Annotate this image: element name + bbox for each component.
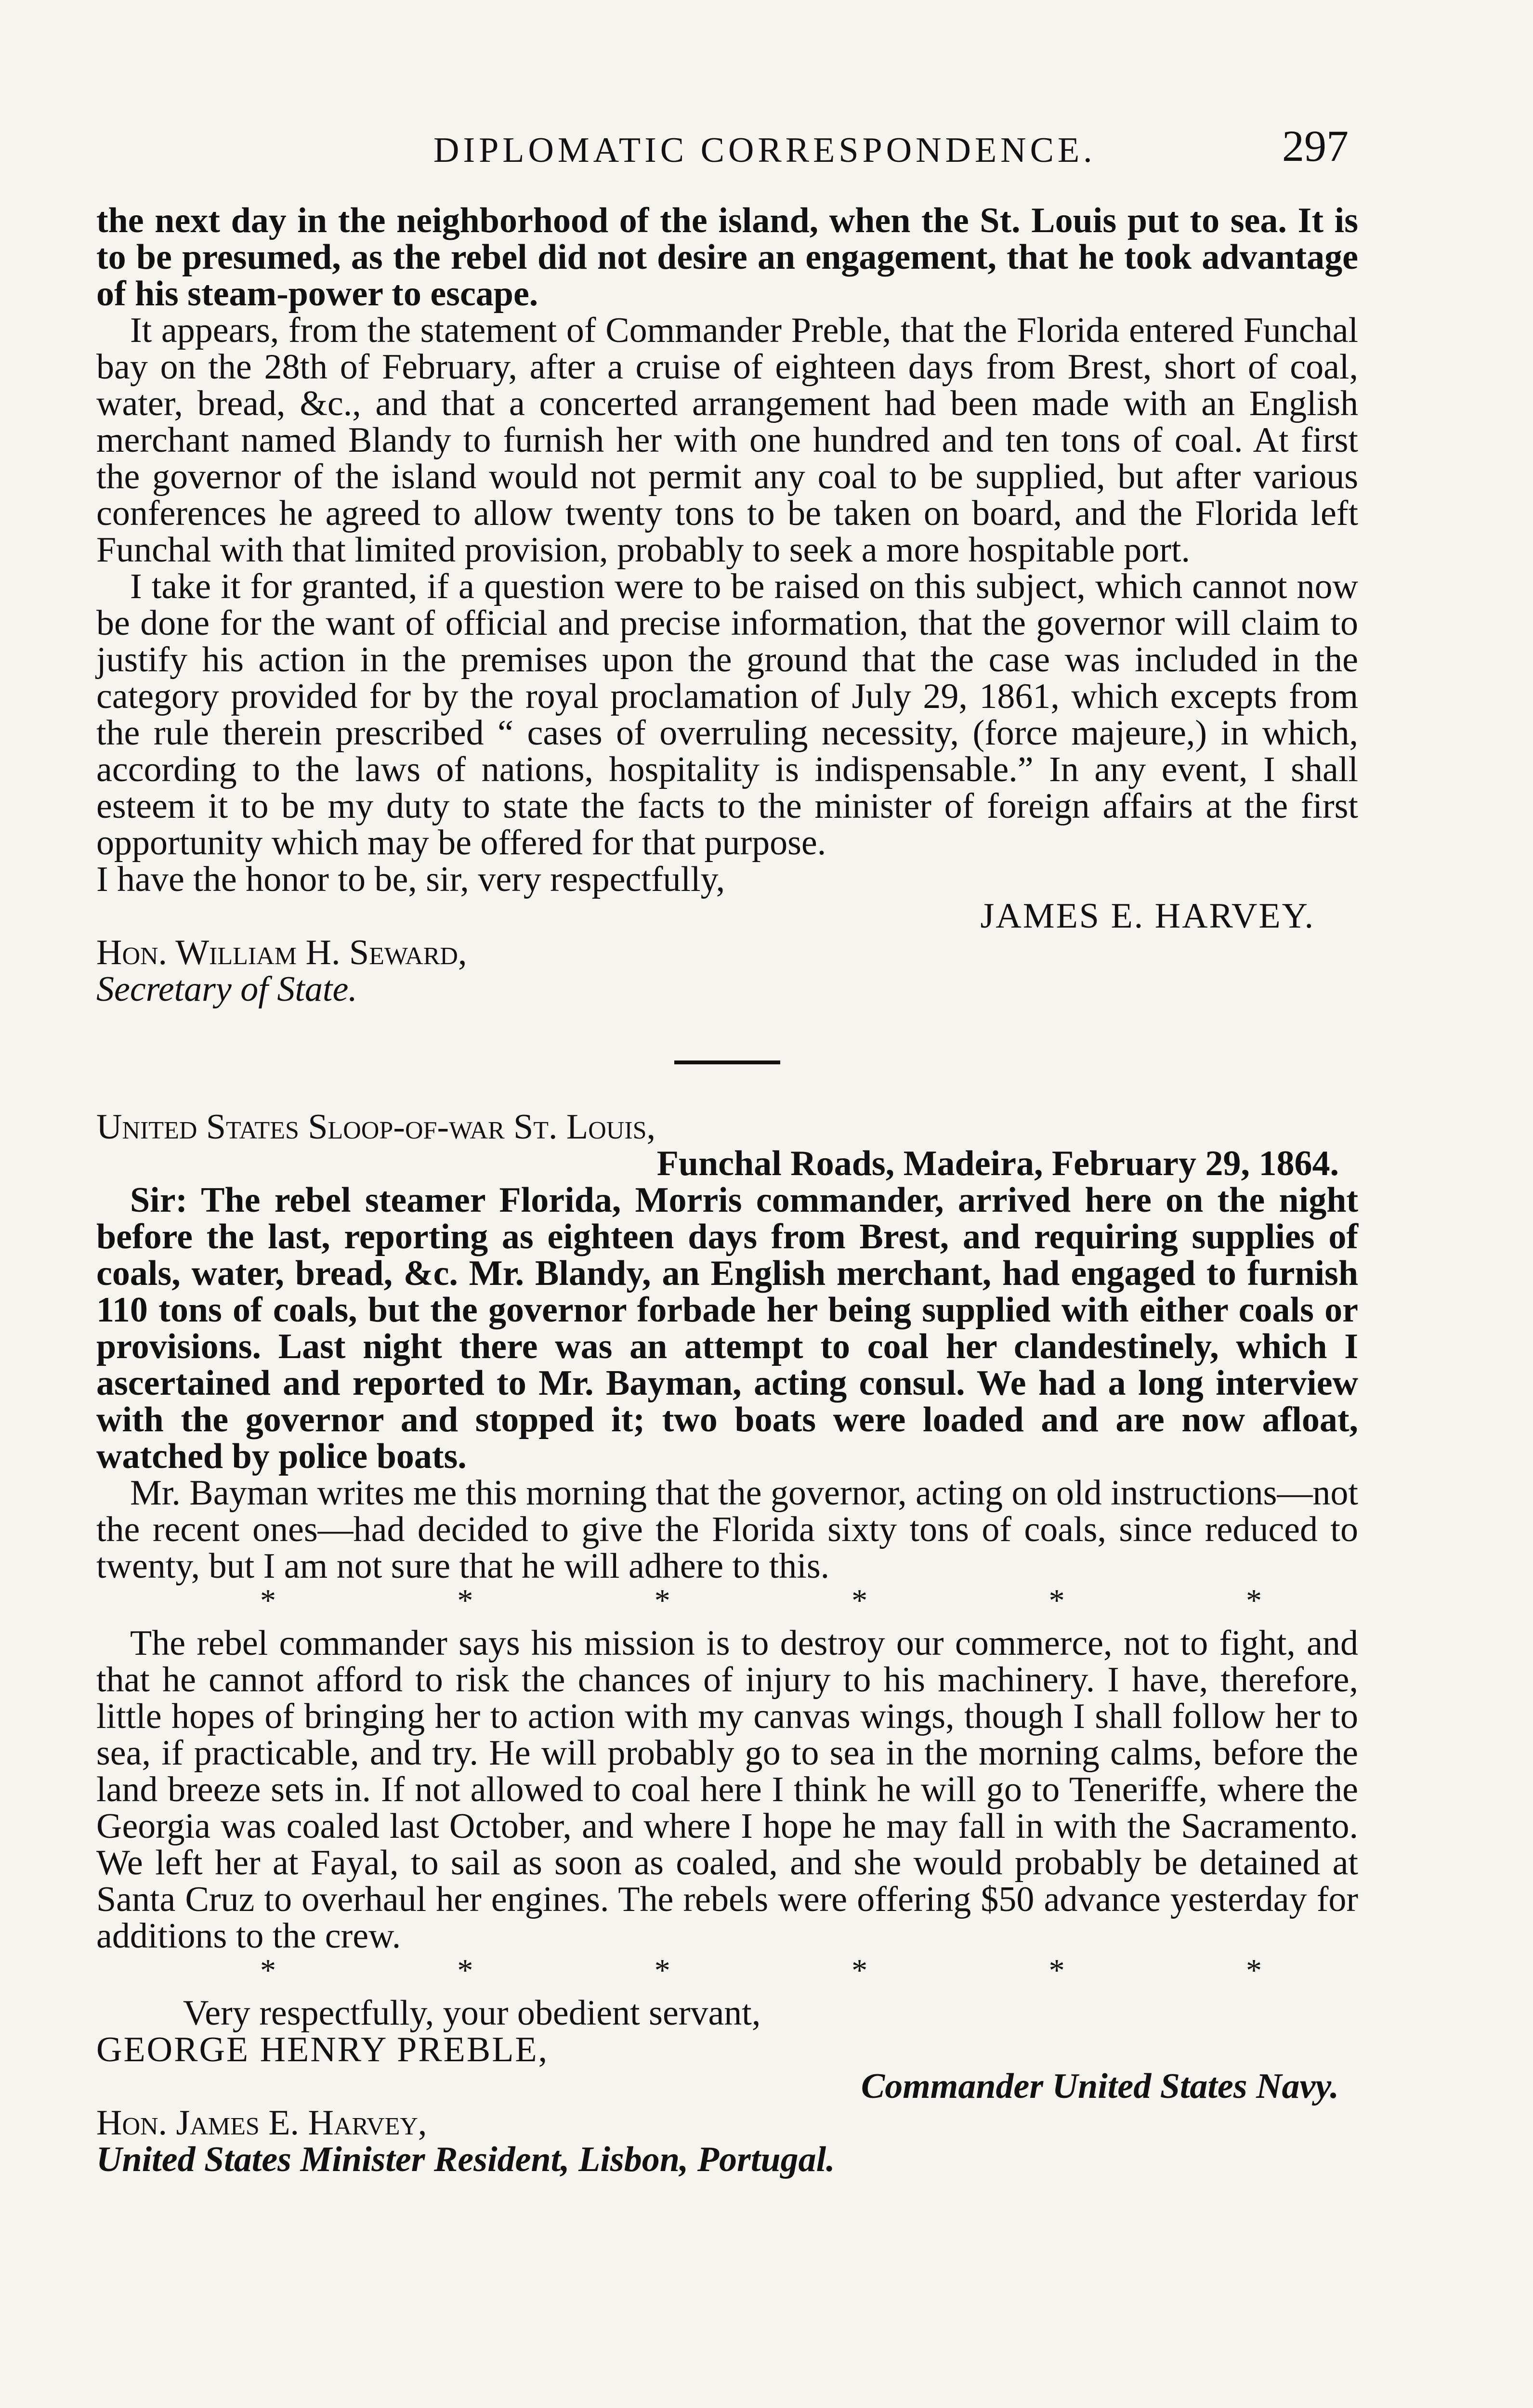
star: * <box>1048 1953 1065 1988</box>
star: * <box>260 1583 276 1618</box>
running-title: DIPLOMATIC CORRESPONDENCE. <box>433 131 1096 170</box>
paragraph-continuation: the next day in the neighborhood of the island, when the St. Louis put to sea. It is to be presumed, as the rebel did not desire an engagement, that he took advantage of his steam-power to escape. <box>96 201 1358 314</box>
star: * <box>457 1953 473 1988</box>
ellipsis-stars <box>96 1583 1358 1618</box>
addressee-title-2: United States Minister Resident, Lisbon, Portugal. <box>96 2140 835 2179</box>
signature-preble: GEORGE HENRY PREBLE, <box>96 2030 549 2069</box>
closing-line: I have the honor to be, sir, very respectfully, <box>96 860 725 899</box>
star: * <box>654 1583 670 1618</box>
star: * <box>1048 1583 1065 1618</box>
paragraph-governor-claim: I take it for granted, if a question were to be raised on this subject, which cannot now be done for the want of official and precise information, that the governor will claim to justify his action in the premises upon the ground that the case was included in the category provided for by the royal proclamation of July 29, 1861, which excepts from the rule therein prescribed “ cases of overruling necessity, (force majeure,) in which, according to the laws of nations, hospitality is indispensable.” In any event, I shall esteem it to be my duty to state the facts to the minister of foreign affairs at the first opportunity which may be offered for that purpose. <box>96 567 1358 863</box>
signature-title: Commander United States Navy. <box>861 2067 1339 2106</box>
section-divider <box>674 1060 780 1064</box>
signature-harvey: JAMES E. HARVEY. <box>980 896 1315 936</box>
star: * <box>457 1583 473 1618</box>
paragraph-rebel-commander: The rebel commander says his mission is to destroy our commerce, not to fight, and that he cannot afford to risk the chances of injury to his machinery. I have, therefore, little hopes of bringing her to action with my canvas wings, though I shall follow her to sea, if practicable, and try. He will probably go to sea in the morning calms, before the land breeze sets in. If not allowed to coal here I think he will go to Teneriffe, where the Georgia was coaled last October, and where I hope he may fall in with the Sacramento. We left her at Fayal, to sail as soon as coaled, and she would probably be detained at Santa Cruz to overhaul her engines. The rebels were offering $50 advance yesterday for additions to the crew. <box>96 1623 1358 1956</box>
closing-line-2: Very respectfully, your obedient servant, <box>183 1993 761 2033</box>
star: * <box>1245 1953 1262 1988</box>
star: * <box>654 1953 670 1988</box>
page-header <box>96 120 1358 173</box>
letter-dateline: Funchal Roads, Madeira, February 29, 1864. <box>656 1144 1339 1183</box>
body-text <box>96 202 1358 2178</box>
addressee-name-2: Hon. James E. Harvey, <box>96 2103 427 2143</box>
star: * <box>1245 1583 1262 1618</box>
ellipsis-stars <box>96 1953 1358 1988</box>
page-number: 297 <box>1282 121 1349 170</box>
addressee-title: Secretary of State. <box>96 969 357 1009</box>
star: * <box>260 1953 276 1988</box>
star: * <box>852 1583 868 1618</box>
paragraph-bayman: Mr. Bayman writes me this morning that the governor, acting on old instructions—not the recent ones—had decided to give the Florida sixty tons of coals, since reduced to twenty, but I am not sure that he will adhere to this. <box>96 1473 1358 1586</box>
star: * <box>852 1953 868 1988</box>
letter-heading: United States Sloop-of-war St. Louis, <box>96 1107 656 1147</box>
paragraph-florida-funchal: It appears, from the statement of Commander Preble, that the Florida entered Funchal bay on the 28th of February, after a cruise of eighteen days from Brest, short of coal, water, bread, &c., and that a concerted arrangement had been made with an English merchant named Blandy to furnish her with one hundred and ten tons of coal. At first the governor of the island would not permit any coal to be supplied, but after various conferences he agreed to allow twenty tons to be taken on board, and the Florida left Funchal with that limited provision, probably to seek a more hospitable port. <box>96 311 1358 570</box>
paragraph-sir: Sir: The rebel steamer Florida, Morris commander, arrived here on the night before the last, reporting as eighteen days from Brest, and requiring supplies of coals, water, bread, &c. Mr. Blandy, an English merchant, had engaged to furnish 110 tons of coals, but the governor forbade her being supplied with either coals or provisions. Last night there was an attempt to coal her clandestinely, which I ascertained and reported to Mr. Bayman, acting consul. We had a long interview with the governor and stopped it; two boats were loaded and are now afloat, watched by police boats. <box>96 1180 1358 1476</box>
addressee-name: Hon. William H. Seward, <box>96 933 467 972</box>
